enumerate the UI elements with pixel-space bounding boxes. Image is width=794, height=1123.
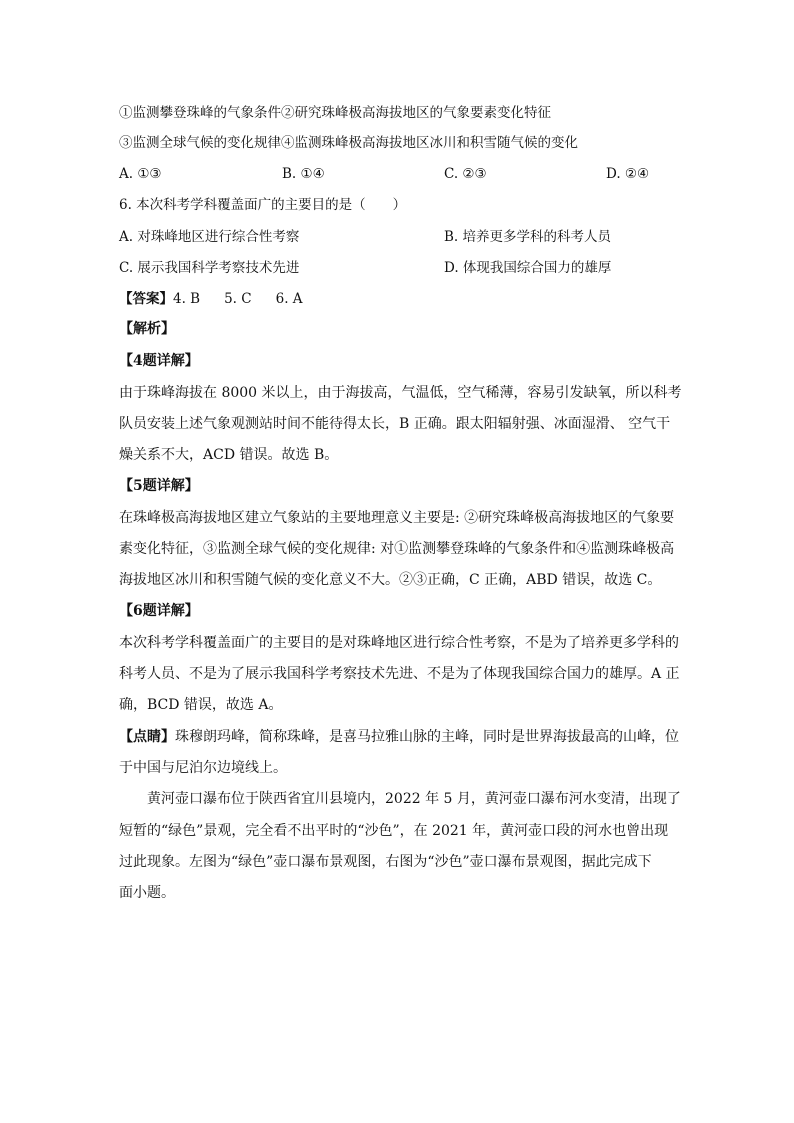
detail-4-line-3: 燥关系不大，ACD 错误。故选 B。 [119, 447, 339, 463]
q3-statements-line-2: ③监测全球气候的变化规律④监测珠峰极高海拔地区冰川和积雪随气候的变化 [119, 135, 578, 151]
detail-6-title: 【6题详解】 [119, 603, 199, 619]
q6-option-c: C. 展示我国科学考察技术先进 [119, 260, 300, 276]
passage-line-1: 黄河壶口瀑布位于陕西省宜川县境内，2022 年 5 月，黄河壶口瀑布河水变清，出现了 [147, 791, 681, 807]
q6-option-d: D. 体现我国综合国力的雄厚 [444, 260, 612, 276]
passage-line-2: 短暂的“绿色”景观，完全看不出平时的“沙色”，在 2021 年，黄河壶口段的河水也曾出现 [119, 823, 669, 839]
q3-option-c: C. ②③ [444, 166, 487, 182]
answer-line [119, 290, 303, 308]
q6-option-b: B. 培养更多学科的科考人员 [444, 229, 612, 245]
detail-5-line-1: 在珠峰极高海拔地区建立气象站的主要地理意义主要是: ②研究珠峰极高海拔地区的气象要 [119, 510, 675, 526]
detail-6-line-2: 科考人员、不是为了展示我国科学考察技术先进、不是为了体现我国综合国力的雄厚。A 正 [119, 666, 680, 682]
answer-item-4: 4. B [173, 291, 201, 307]
answer-item-6: 6. A [275, 291, 303, 307]
answer-item-5: 5. C [224, 291, 252, 307]
q3-option-d: D. ②④ [606, 166, 650, 182]
dianjing-line-2: 于中国与尼泊尔边境线上。 [119, 760, 287, 776]
detail-4-line-2: 队员安装上述气象观测站时间不能待得太长，B 正确。跟太阳辐射强、冰面湿滑、 空气干 [119, 416, 671, 432]
q3-option-b: B. ①④ [282, 166, 325, 182]
passage-line-4: 面小题。 [119, 885, 175, 901]
detail-6-line-3: 确，BCD 错误，故选 A。 [119, 697, 283, 713]
answer-label: 【答案】 [119, 291, 173, 307]
q3-option-a: A. ①③ [119, 166, 162, 182]
detail-4-line-1: 由于珠峰海拔在 8000 米以上，由于海拔高，气温低，空气稀薄，容易引发缺氧，所以科考 [119, 385, 682, 401]
dianjing-line-1 [119, 728, 679, 746]
detail-6-line-1: 本次科考学科覆盖面广的主要目的是对珠峰地区进行综合性考察，不是为了培养更多学科的 [119, 635, 679, 651]
analysis-label: 【解析】 [119, 321, 175, 337]
q3-statements-line-1: ①监测攀登珠峰的气象条件②研究珠峰极高海拔地区的气象要素变化特征 [119, 105, 551, 121]
q6-option-a: A. 对珠峰地区进行综合性考察 [119, 229, 300, 245]
detail-4-title: 【4题详解】 [119, 353, 199, 369]
detail-5-title: 【5题详解】 [119, 478, 199, 494]
dianjing-label: 【点睛】 [119, 729, 175, 745]
detail-5-line-3: 海拔地区冰川和积雪随气候的变化意义不大。②③正确，C 正确，ABD 错误，故选 C。 [119, 572, 662, 588]
dianjing-text-1: 珠穆朗玛峰，简称珠峰，是喜马拉雅山脉的主峰，同时是世界海拔最高的山峰，位 [175, 729, 679, 745]
detail-5-line-2: 素变化特征，③监测全球气候的变化规律: 对①监测攀登珠峰的气象条件和④监测珠峰极高 [119, 541, 675, 557]
q6-stem: 6. 本次科考学科覆盖面广的主要目的是（ ） [119, 197, 407, 213]
passage-line-3: 过此现象。左图为“绿色”壶口瀑布景观图，右图为“沙色”壶口瀑布景观图，据此完成下 [119, 854, 652, 870]
